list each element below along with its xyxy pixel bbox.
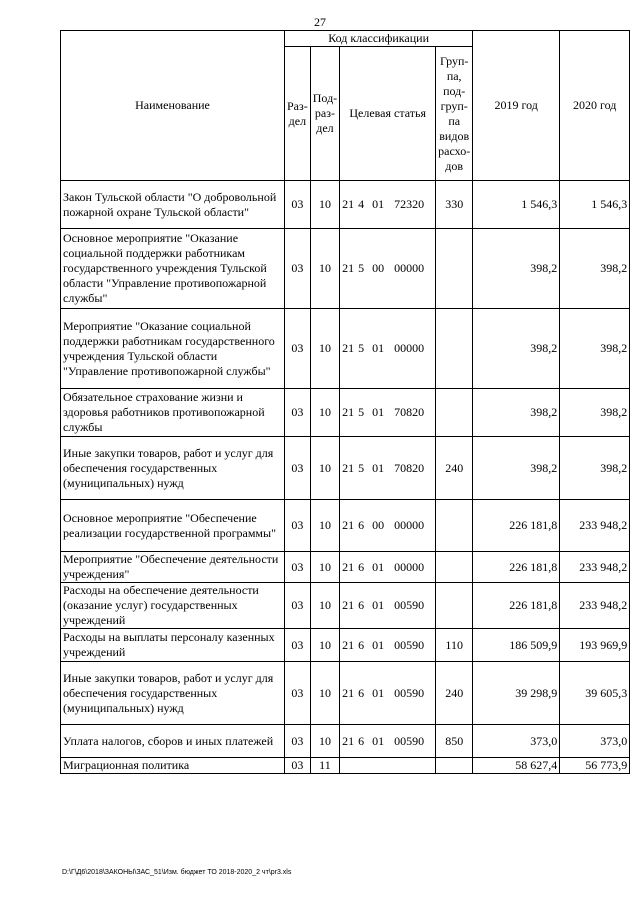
table-row: [61, 725, 630, 758]
row-expense-group: [436, 229, 473, 309]
target-part-3: 01: [372, 685, 385, 700]
row-2019: 373,0: [473, 725, 560, 758]
row-section: 03: [285, 758, 311, 774]
target-part-3: 00: [372, 261, 385, 275]
target-part-4: 00590: [394, 637, 425, 652]
row-2020: 233 948,2: [560, 583, 630, 629]
row-2020: 233 948,2: [560, 552, 630, 583]
target-part-3: 01: [372, 637, 385, 652]
row-subsection: 11: [310, 758, 339, 774]
row-2020: 398,2: [560, 389, 630, 437]
row-name: Расходы на выплаты персоналу казенных учреждений: [61, 629, 285, 662]
table-row: [61, 552, 630, 583]
row-target-article: [340, 758, 436, 774]
row-name: Закон Тульской области "О добровольной пожарной охране Тульской области": [61, 181, 285, 229]
row-section: 03: [285, 437, 311, 500]
row-subsection: 10: [310, 389, 339, 437]
target-part-1: 21: [342, 637, 355, 652]
target-part-2: 6: [358, 518, 365, 532]
table-row: [61, 389, 630, 437]
header-target: Целевая статья: [340, 47, 436, 181]
row-target-article: [340, 552, 436, 583]
row-name: Миграционная политика: [61, 758, 285, 774]
target-part-1: 21: [342, 341, 355, 355]
target-part-2: 6: [358, 733, 365, 748]
target-part-2: 5: [358, 405, 365, 419]
target-part-3: 01: [372, 559, 385, 574]
row-target-article: [340, 725, 436, 758]
row-subsection: 10: [310, 181, 339, 229]
row-target-article: [340, 389, 436, 437]
row-section: 03: [285, 389, 311, 437]
target-part-1: 21: [342, 598, 355, 612]
row-2020: 398,2: [560, 309, 630, 389]
row-2020: 39 605,3: [560, 662, 630, 725]
row-name: Расходы на обеспечение деятельности (оказание услуг) государственных учреждений: [61, 583, 285, 629]
row-target-article: [340, 583, 436, 629]
row-expense-group: 110: [436, 629, 473, 662]
table-row: [61, 181, 630, 229]
row-name: Основное мероприятие "Оказание социальной поддержки работникам государственного учреждения Тульской области "Управление противопожарной службы": [61, 229, 285, 309]
row-target-article: [340, 181, 436, 229]
row-expense-group: 240: [436, 662, 473, 725]
row-subsection: 10: [310, 500, 339, 552]
row-expense-group: 850: [436, 725, 473, 758]
target-part-4: 00590: [394, 685, 425, 700]
row-subsection: 10: [310, 552, 339, 583]
target-part-1: 21: [342, 733, 355, 748]
row-target-article: [340, 437, 436, 500]
target-part-1: 21: [342, 685, 355, 700]
target-part-3: 01: [372, 197, 385, 211]
target-part-4: 00000: [394, 341, 425, 355]
row-expense-group: [436, 500, 473, 552]
row-2019: 226 181,8: [473, 500, 560, 552]
row-section: 03: [285, 552, 311, 583]
table-row: [61, 758, 630, 774]
row-subsection: 10: [310, 629, 339, 662]
file-path-footer: D:\Г\Д6\2018\ЗАКОНЫ\ЗАС_51\Изм. бюджет ТО 2018-2020_2 чт\pr3.xls: [62, 869, 292, 876]
row-subsection: 10: [310, 662, 339, 725]
target-part-2: 6: [358, 559, 365, 574]
row-expense-group: [436, 583, 473, 629]
row-name: Иные закупки товаров, работ и услуг для обеспечения государственных (муниципальных) нужд: [61, 662, 285, 725]
header-code: Код классификации: [285, 31, 473, 47]
target-part-4: 00590: [394, 598, 425, 612]
row-2019: 226 181,8: [473, 583, 560, 629]
row-2019: 398,2: [473, 229, 560, 309]
header-2020: 2020 год: [560, 31, 630, 181]
row-2020: 398,2: [560, 229, 630, 309]
row-2019: 226 181,8: [473, 552, 560, 583]
row-target-article: [340, 629, 436, 662]
target-part-2: 6: [358, 685, 365, 700]
row-2020: 1 546,3: [560, 181, 630, 229]
target-part-1: 21: [342, 405, 355, 419]
row-name: Мероприятие "Оказание социальной поддержки работникам государственного учреждения Тульской области "Управление противопожарной службы": [61, 309, 285, 389]
target-part-2: 6: [358, 598, 365, 612]
target-part-2: 5: [358, 261, 365, 275]
target-part-4: 00000: [394, 518, 425, 532]
row-section: 03: [285, 725, 311, 758]
table-row: [61, 500, 630, 552]
row-2019: 398,2: [473, 389, 560, 437]
row-2019: 58 627,4: [473, 758, 560, 774]
row-section: 03: [285, 229, 311, 309]
table-row: [61, 583, 630, 629]
target-part-2: 5: [358, 460, 365, 475]
table-row: [61, 437, 630, 500]
row-subsection: 10: [310, 583, 339, 629]
target-part-4: 70820: [394, 460, 425, 475]
target-part-1: 21: [342, 261, 355, 275]
row-expense-group: [436, 309, 473, 389]
target-part-1: 21: [342, 197, 355, 211]
row-section: 03: [285, 500, 311, 552]
target-part-1: 21: [342, 460, 355, 475]
row-expense-group: 330: [436, 181, 473, 229]
row-2020: 56 773,9: [560, 758, 630, 774]
table-row: [61, 629, 630, 662]
target-part-2: 6: [358, 637, 365, 652]
row-name: Иные закупки товаров, работ и услуг для обеспечения государственных (муниципальных) нужд: [61, 437, 285, 500]
row-subsection: 10: [310, 437, 339, 500]
table-row: [61, 229, 630, 309]
row-2020: 373,0: [560, 725, 630, 758]
row-2019: 398,2: [473, 437, 560, 500]
row-2019: 39 298,9: [473, 662, 560, 725]
header-name: Наименование: [61, 31, 285, 181]
row-target-article: [340, 309, 436, 389]
row-target-article: [340, 229, 436, 309]
budget-table: [60, 30, 630, 774]
row-target-article: [340, 662, 436, 725]
target-part-3: 00: [372, 518, 385, 532]
target-part-4: 00000: [394, 261, 425, 275]
header-section: Раз-дел: [285, 47, 311, 181]
row-name: Основное мероприятие "Обеспечение реализации государственной программы": [61, 500, 285, 552]
table-row: [61, 662, 630, 725]
header-group: Груп-па, под-груп-па видов расхо-дов: [436, 47, 473, 181]
header-subsection: Под-раз-дел: [310, 47, 339, 181]
row-expense-group: 240: [436, 437, 473, 500]
row-section: 03: [285, 629, 311, 662]
row-subsection: 10: [310, 309, 339, 389]
target-part-4: 00000: [394, 559, 425, 574]
row-2019: 186 509,9: [473, 629, 560, 662]
row-2019: 1 546,3: [473, 181, 560, 229]
row-expense-group: [436, 758, 473, 774]
target-part-2: 4: [358, 197, 365, 211]
row-2020: 398,2: [560, 437, 630, 500]
target-part-1: 21: [342, 518, 355, 532]
target-part-1: 21: [342, 559, 355, 574]
row-section: 03: [285, 662, 311, 725]
target-part-3: 01: [372, 405, 385, 419]
row-subsection: 10: [310, 229, 339, 309]
row-expense-group: [436, 389, 473, 437]
target-part-3: 01: [372, 598, 385, 612]
target-part-3: 01: [372, 460, 385, 475]
row-2020: 193 969,9: [560, 629, 630, 662]
header-2019: 2019 год: [473, 31, 560, 181]
target-part-4: 72320: [394, 197, 425, 211]
row-section: 03: [285, 181, 311, 229]
row-name: Уплата налогов, сборов и иных платежей: [61, 725, 285, 758]
row-section: 03: [285, 309, 311, 389]
row-name: Обязательное страхование жизни и здоровья работников противопожарной службы: [61, 389, 285, 437]
row-section: 03: [285, 583, 311, 629]
page-number: 27: [314, 15, 326, 29]
row-2020: 233 948,2: [560, 500, 630, 552]
row-2019: 398,2: [473, 309, 560, 389]
target-part-3: 01: [372, 733, 385, 748]
row-name: Мероприятие "Обеспечение деятельности учреждения": [61, 552, 285, 583]
row-expense-group: [436, 552, 473, 583]
row-target-article: [340, 500, 436, 552]
table-row: [61, 309, 630, 389]
target-part-4: 70820: [394, 405, 425, 419]
target-part-3: 01: [372, 341, 385, 355]
target-part-4: 00590: [394, 733, 425, 748]
row-subsection: 10: [310, 725, 339, 758]
target-part-2: 5: [358, 341, 365, 355]
